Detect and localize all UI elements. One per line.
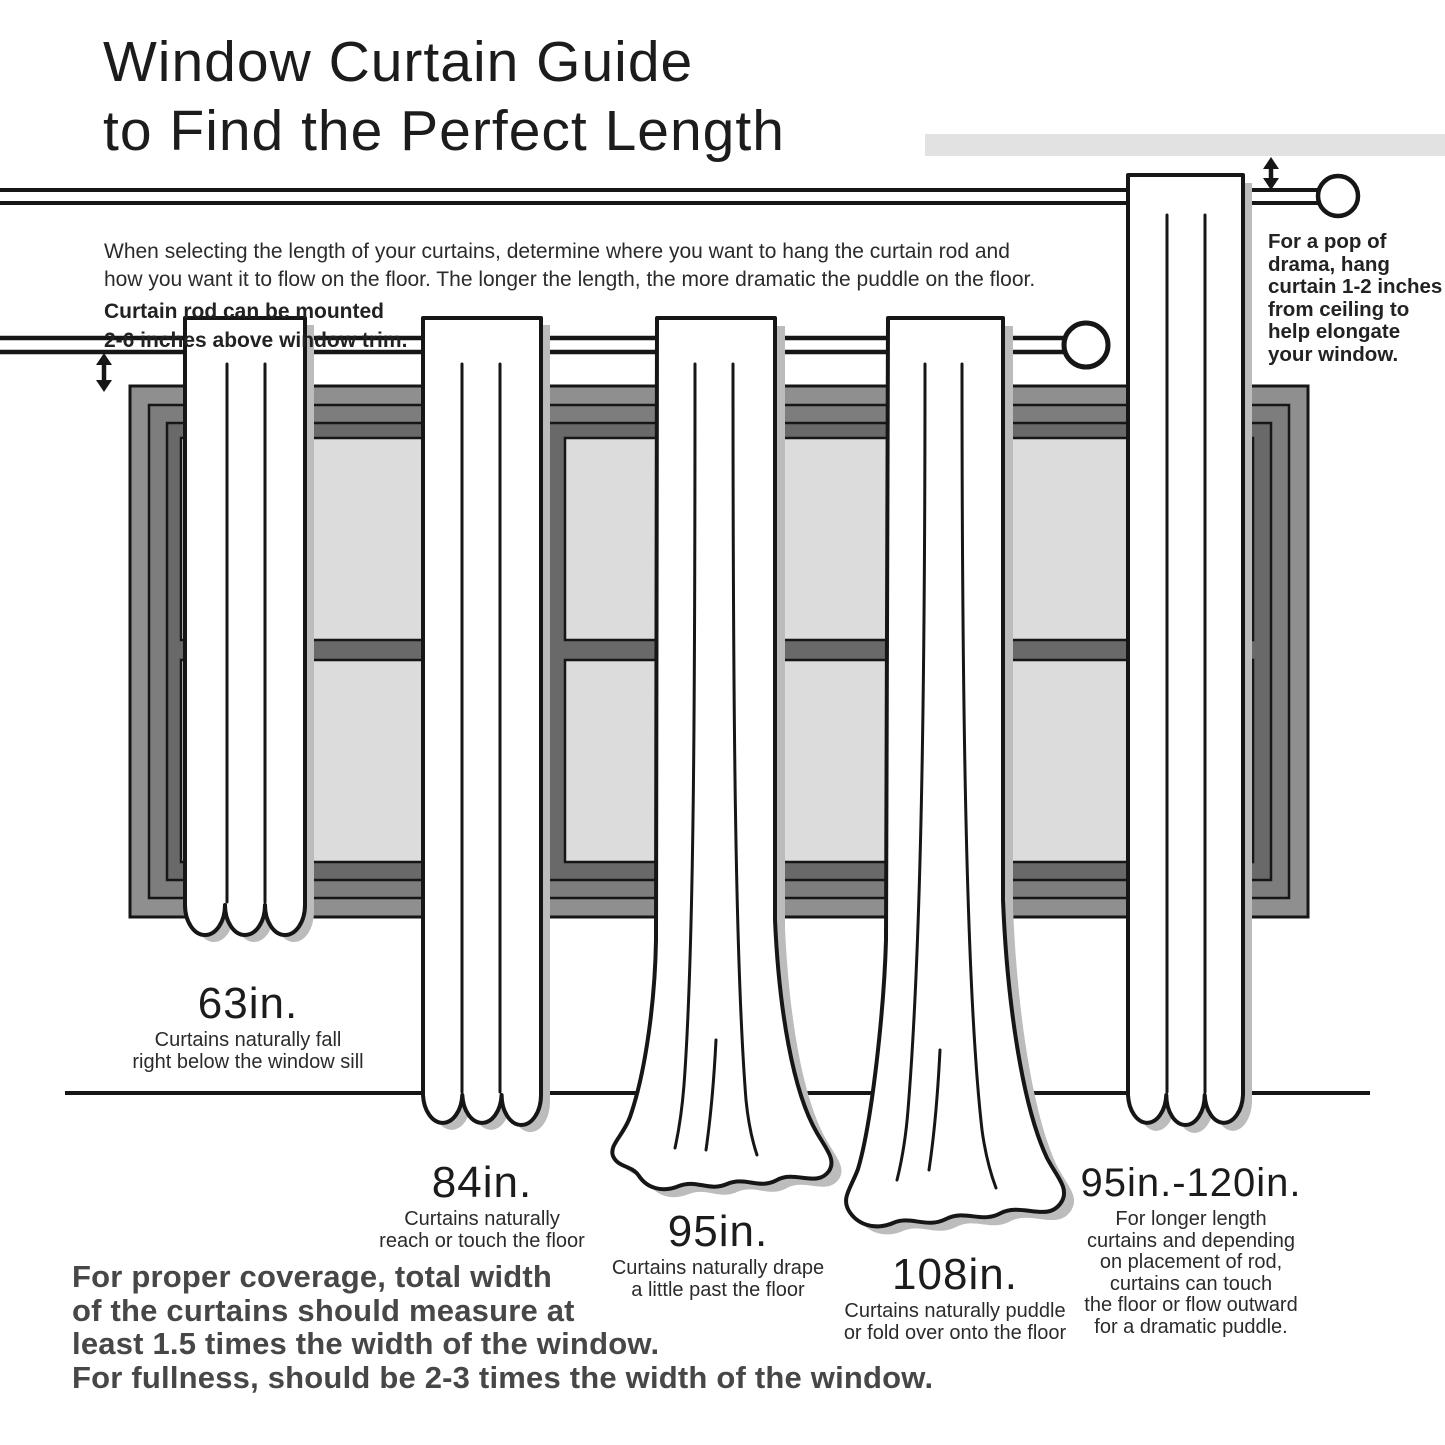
length-value: 63in. — [197, 979, 299, 1028]
length-desc: For longer length curtains and depending on placement of rod, curtains can touch the floor or flow outward for a dramatic puddle. — [1084, 1208, 1298, 1338]
rod-finial-icon — [1318, 176, 1358, 216]
curtain-95-120in — [1128, 175, 1252, 1133]
page-title — [103, 28, 785, 166]
intro-text: When selecting the length of your curtains, determine where you want to hang the curtain rod and how you want it to flow on the floor. The longer the length, the more dramatic the puddle on the floor. — [104, 240, 1036, 291]
rod-finial-icon — [1064, 323, 1108, 367]
length-value: 84in. — [431, 1158, 533, 1207]
curtain-63in — [185, 318, 314, 942]
title-line: to Find the Perfect Length — [103, 99, 785, 163]
length-value: 108in. — [892, 1250, 1018, 1299]
length-desc: Curtains naturally reach or touch the floor — [379, 1208, 585, 1252]
width-guidance-note: For proper coverage, total width of the curtains should measure at least 1.5 times the width of the window. For fullness, should be 2-3 times the width of the window. — [72, 1259, 934, 1395]
rod-mount-note: Curtain rod can be mounted 2-6 inches above window trim. — [104, 300, 408, 352]
up-down-arrow-icon — [1263, 157, 1279, 190]
up-down-arrow-icon — [96, 353, 112, 392]
ceiling-hang-note: For a pop of drama, hang curtain 1-2 inches from ceiling to help elongate your window. — [1268, 230, 1443, 366]
length-desc: Curtains naturally drape a little past the floor — [611, 1257, 825, 1301]
length-value: 95in. — [667, 1207, 769, 1256]
length-value: 95in.-120in. — [1080, 1161, 1302, 1205]
length-desc: Curtains naturally puddle or fold over onto the floor — [843, 1300, 1067, 1344]
curtain-84in — [423, 318, 550, 1132]
length-desc: Curtains naturally fall right below the window sill — [132, 1029, 364, 1073]
ceiling-bar — [925, 134, 1445, 156]
length-label-95-120in — [1021, 1160, 1361, 1338]
length-label-63in — [78, 981, 418, 1073]
title-line: Window Curtain Guide — [103, 30, 694, 94]
